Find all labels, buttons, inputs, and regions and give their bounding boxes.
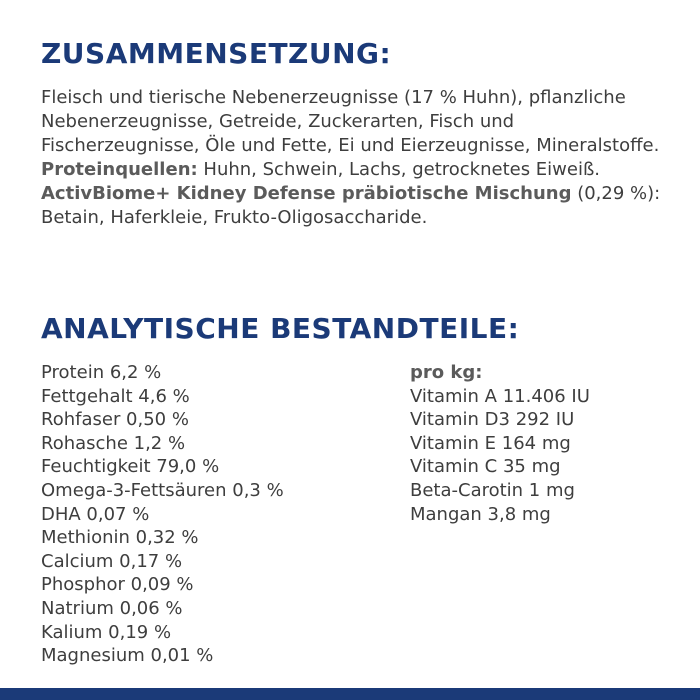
nutrients-right-column (410, 361, 590, 526)
protein-sources-label: Proteinquellen: (41, 159, 198, 180)
prebiotic-text: (0,29 %): Betain, Haferkleie, Frukto-Oligosaccharide. (41, 183, 661, 228)
vitamin-item: Mangan 3,8 mg (410, 503, 551, 525)
nutrient-item: Omega-3-Fettsäuren 0,3 % (41, 479, 284, 501)
prebiotic-blend (41, 182, 671, 230)
nutrients-left-column (41, 361, 284, 668)
per-kg-heading: pro kg: (410, 362, 483, 383)
nutrient-item: Calcium 0,17 % (41, 550, 183, 572)
protein-sources (41, 158, 671, 182)
nutrient-item: Natrium 0,06 % (41, 597, 183, 619)
composition-section (41, 86, 671, 230)
ingredients-text: Fleisch und tierische Nebenerzeugnisse (17 % Huhn), pflanzliche Nebenerzeugnisse, Getreide, Zuckerarten, Fisch und Fischerzeugnisse, Öle und Fette, Ei und Eierzeugnisse, Mineralstoffe. (41, 87, 660, 156)
vitamin-item: Vitamin E 164 mg (410, 432, 571, 454)
vitamin-item: Vitamin C 35 mg (410, 456, 561, 478)
analytical-heading: ANALYTISCHE BESTANDTEILE: (41, 312, 520, 345)
nutrient-item: Methionin 0,32 % (41, 527, 199, 549)
vitamin-item: Vitamin D3 292 IU (410, 409, 575, 431)
bottom-bar (0, 688, 700, 700)
vitamin-item: Vitamin A 11.406 IU (410, 385, 590, 407)
nutrient-item: Magnesium 0,01 % (41, 645, 214, 667)
nutrient-item: Feuchtigkeit 79,0 % (41, 456, 220, 478)
nutrient-item: Rohfaser 0,50 % (41, 409, 189, 431)
nutrient-item: DHA 0,07 % (41, 503, 150, 525)
nutrient-item: Kalium 0,19 % (41, 621, 172, 643)
prebiotic-label: ActivBiome+ Kidney Defense präbiotische Mischung (41, 183, 572, 204)
nutrient-item: Fettgehalt 4,6 % (41, 385, 190, 407)
protein-sources-text: Huhn, Schwein, Lachs, getrocknetes Eiweiß. (197, 159, 601, 180)
nutrient-item: Protein 6,2 % (41, 362, 162, 383)
nutrient-item: Rohasche 1,2 % (41, 432, 186, 454)
nutrient-item: Phosphor 0,09 % (41, 574, 194, 596)
vitamin-item: Beta-Carotin 1 mg (410, 479, 575, 501)
composition-heading: ZUSAMMENSETZUNG: (41, 37, 392, 70)
